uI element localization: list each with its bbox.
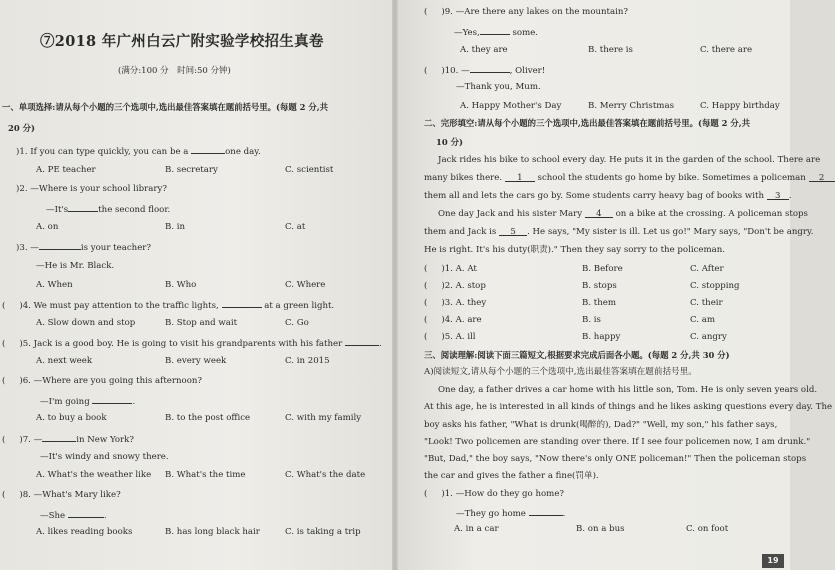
option-b: B. has long black hair (165, 527, 260, 537)
option-b: B. Who (165, 280, 197, 290)
option-c: C. there are (700, 45, 753, 55)
option-c: C. at (285, 222, 306, 232)
option-a: A. to buy a book (36, 413, 107, 423)
section2-heading-cont: 10 分) (436, 137, 463, 147)
option-c: C. in 2015 (285, 356, 330, 366)
option-c: C. What's the date (285, 470, 366, 480)
option-c: C. is taking a trip (285, 527, 361, 537)
question-8-answer: —She . (40, 511, 107, 521)
cloze-question-1: ( )1. A. At (424, 264, 477, 274)
option-b: B. happy (582, 332, 621, 342)
question-8-stem: ( )8. —What's Mary like? (2, 490, 121, 500)
cloze-question-5: ( )5. A. ill (424, 332, 476, 342)
cloze-blank: 1 (505, 173, 535, 182)
exam-subtitle: (满分:100 分 时间:50 分钟) (118, 66, 231, 76)
reading-line: One day, a father drives a car home with his little son, Tom. He is only seven years old. (438, 385, 818, 395)
option-a: A. Slow down and stop (36, 318, 136, 328)
option-c: C. am (690, 315, 716, 325)
option-a: A. Happy Mother's Day (460, 101, 562, 111)
question-10-answer: —Thank you, Mum. (456, 82, 541, 92)
question-3-answer: —He is Mr. Black. (36, 261, 115, 271)
option-a: A. on (36, 222, 59, 232)
question-2-answer: —It's the second floor. (46, 205, 171, 215)
left-page (0, 0, 392, 570)
option-c: C. scientist (285, 165, 334, 175)
option-a: A. in a car (454, 524, 499, 534)
option-c: C. Where (285, 280, 326, 290)
answer-blank (345, 337, 379, 346)
section1-heading-cont: 20 分) (8, 123, 35, 133)
question-7-stem: ( )7. — in New York? (2, 435, 134, 445)
exam-title: ⑦2018 年广州白云广附实验学校招生真卷 (40, 33, 324, 50)
answer-blank (222, 299, 262, 308)
reading-line: At this age, he is interested in all kinds of things and he likes asking questions every day. The (424, 402, 833, 412)
option-c: C. on foot (686, 524, 729, 534)
option-b: B. there is (588, 45, 633, 55)
reading-question-1: ( )1. —How do they go home? (424, 489, 565, 499)
option-a: A. What's the weather like (36, 470, 152, 480)
option-c: C. with my family (285, 413, 362, 423)
question-5-stem: ( )5. Jack is a good boy. He is going to visit his grandparents with his father . (2, 339, 382, 349)
cloze-question-4: ( )4. A. are (424, 315, 482, 325)
cloze-blank: 3 (767, 191, 789, 200)
reading-line: boy asks his father, "What is drunk(喝醉的), Dad?" "Well, my son," his father says, (424, 420, 778, 430)
question-3-stem: )3. — is your teacher? (16, 243, 151, 253)
answer-blank (480, 26, 510, 35)
cloze-line: Jack rides his bike to school every day. He puts it in the garden of the school. There are (438, 155, 821, 165)
reading-line: "Look! Two policemen are standing over there. If I see four policemen now, I am drunk." (424, 437, 811, 447)
cloze-line: One day Jack and his sister Mary 4 on a bike at the crossing. A policeman stops (438, 209, 808, 219)
option-a: A. PE teacher (36, 165, 96, 175)
option-b: B. What's the time (165, 470, 246, 480)
option-c: C. After (690, 264, 724, 274)
option-b: B. secretary (165, 165, 218, 175)
section3-subheading: A)阅读短文,请从每个小题的三个选项中,选出最佳答案填在题前括号里。 (424, 367, 697, 377)
option-b: B. Before (582, 264, 623, 274)
answer-blank (470, 64, 510, 73)
cloze-blank: 5 (499, 227, 527, 236)
cloze-blank: 4 (585, 209, 613, 218)
page-number: 19 (762, 554, 784, 568)
question-9-answer: —Yes, some. (454, 28, 539, 38)
cloze-blank: 2 (809, 173, 835, 182)
question-7-answer: —It's windy and snowy there. (40, 452, 169, 462)
answer-blank (68, 203, 98, 212)
question-1-stem: )1. If you can type quickly, you can be a one day. (16, 147, 261, 157)
question-6-stem: ( )6. —Where are you going this afternoon? (2, 376, 203, 386)
option-b: B. them (582, 298, 617, 308)
option-b: B. in (165, 222, 186, 232)
section1-heading: 一、单项选择:请从每个小题的三个选项中,选出最佳答案填在题前括号里。(每题 2 分,共 (2, 102, 329, 112)
option-c: C. Go (285, 318, 309, 328)
reading-question-1-answer: —They go home . (456, 509, 566, 519)
cloze-question-3: ( )3. A. they (424, 298, 487, 308)
question-6-answer: —I'm going . (40, 397, 136, 407)
option-c: C. stopping (690, 281, 740, 291)
cloze-question-2: ( )2. A. stop (424, 281, 486, 291)
section3-heading: 三、阅读理解:阅读下面三篇短文,根据要求完成后面各小题。(每题 2 分,共 30 分) (424, 350, 730, 360)
question-2-stem: )2. —Where is your school library? (16, 184, 167, 194)
question-4-stem: ( )4. We must pay attention to the traffic lights, at a green light. (2, 301, 335, 311)
option-a: A. When (36, 280, 73, 290)
option-b: B. Stop and wait (165, 318, 238, 328)
answer-blank (42, 433, 76, 442)
answer-blank (529, 507, 563, 516)
question-9-stem: ( )9. —Are there any lakes on the mountain? (424, 7, 629, 17)
option-b: B. is (582, 315, 601, 325)
cloze-line: many bikes there. 1 school the students go home by bike. Sometimes a policeman 2 (424, 173, 835, 184)
reading-line: the car and gives the father a fine(罚单). (424, 471, 599, 481)
right-page (398, 0, 833, 570)
question-10-stem: ( )10. — , Oliver! (424, 66, 546, 76)
answer-blank (39, 241, 81, 250)
section2-heading: 二、完形填空:请从每个小题的三个选项中,选出最佳答案填在题前括号里。(每题 2 分,共 (424, 118, 751, 128)
option-b: B. on a bus (576, 524, 625, 534)
cloze-line: them and Jack is 5 . He says, "My sister is ill. Let us go!" Mary says, "Don't be angry. (424, 227, 814, 237)
option-b: B. to the post office (165, 413, 251, 423)
answer-blank (92, 395, 132, 404)
option-c: C. angry (690, 332, 727, 342)
cloze-line: He is right. It's his duty(职责)." Then they say sorry to the policeman. (424, 245, 726, 255)
option-a: A. next week (36, 356, 93, 366)
option-a: A. they are (460, 45, 508, 55)
reading-line: "But, Dad," the boy says, "Now there's only ONE policeman!" Then the policeman stops (424, 454, 807, 464)
option-a: A. likes reading books (36, 527, 133, 537)
option-c: C. Happy birthday (700, 101, 780, 111)
option-b: B. stops (582, 281, 617, 291)
option-c: C. their (690, 298, 723, 308)
cloze-line: them all and lets the cars go by. Some students carry heavy bag of books with 3 . (424, 191, 792, 201)
option-b: B. every week (165, 356, 227, 366)
answer-blank (191, 145, 225, 154)
option-b: B. Merry Christmas (588, 101, 674, 111)
answer-blank (68, 509, 104, 518)
